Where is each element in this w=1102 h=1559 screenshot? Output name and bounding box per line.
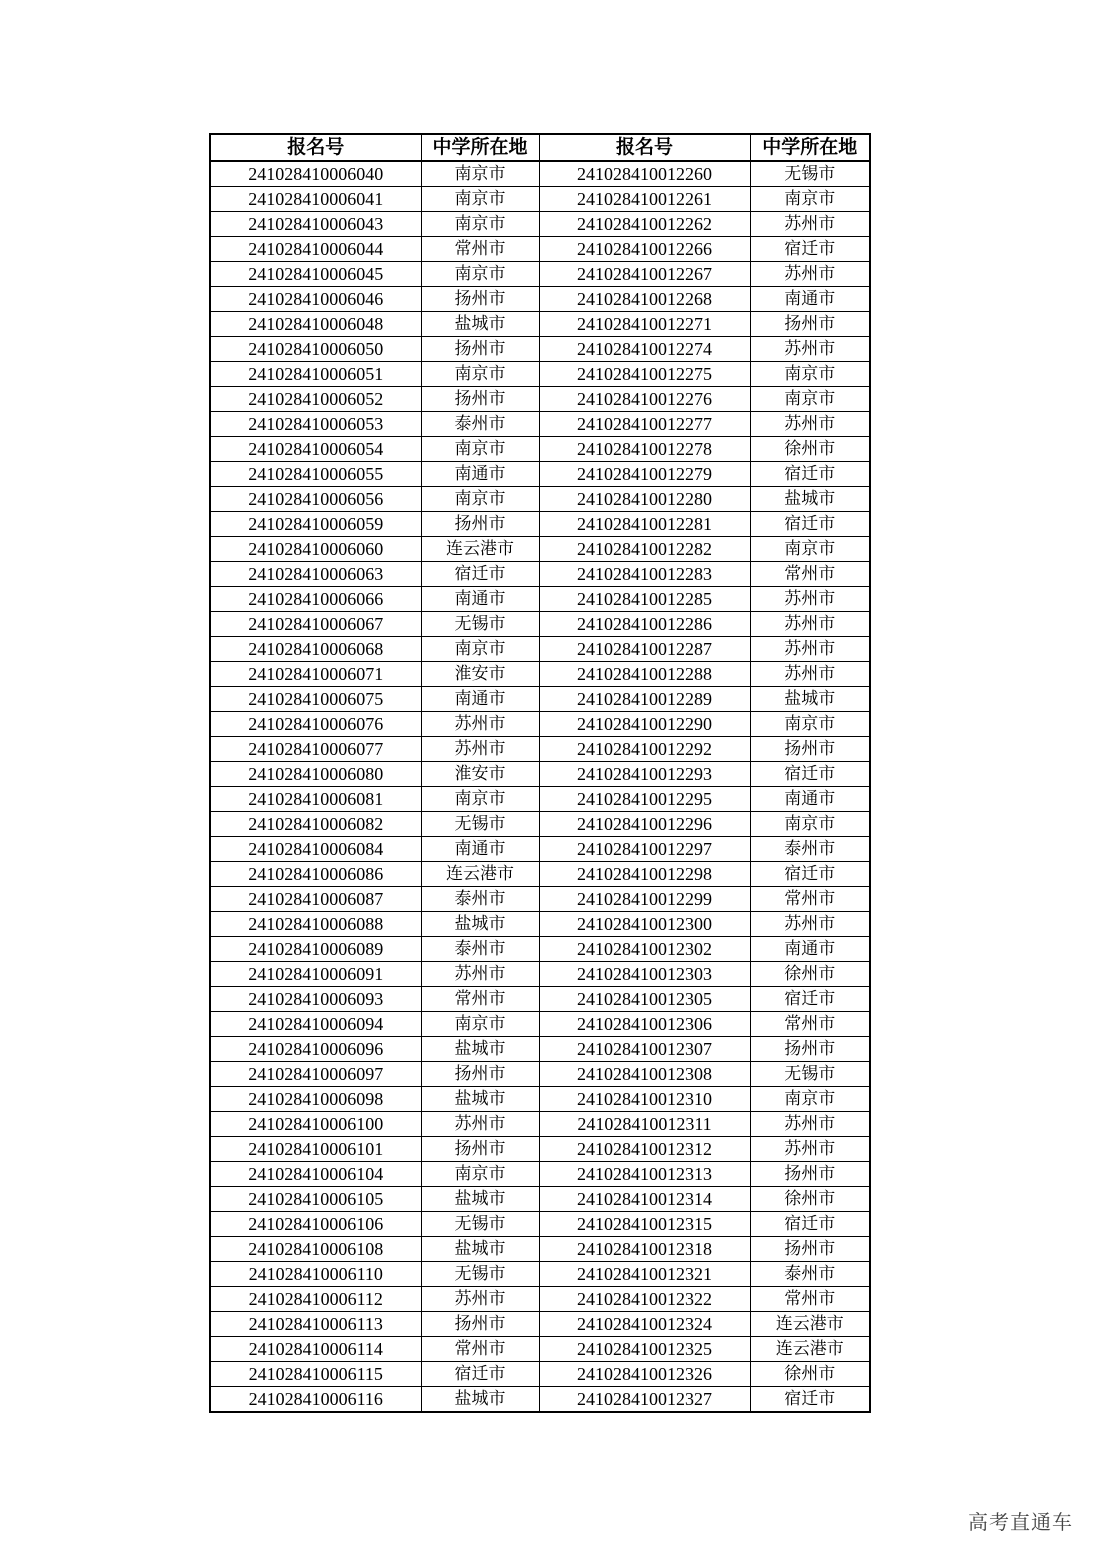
school-location-cell: 扬州市 xyxy=(421,1062,539,1087)
table-row xyxy=(210,537,870,562)
table-row xyxy=(210,212,870,237)
table-row xyxy=(210,887,870,912)
registration-number-cell: 241028410012303 xyxy=(539,962,750,987)
registration-number-cell: 241028410012279 xyxy=(539,462,750,487)
school-location-cell: 常州市 xyxy=(750,887,870,912)
school-location-cell: 南通市 xyxy=(421,687,539,712)
table-row xyxy=(210,687,870,712)
school-location-cell: 泰州市 xyxy=(750,1262,870,1287)
registration-number-cell: 241028410012302 xyxy=(539,937,750,962)
registration-number-cell: 241028410006115 xyxy=(210,1362,421,1387)
school-location-cell: 泰州市 xyxy=(421,412,539,437)
registration-number-cell: 241028410012271 xyxy=(539,312,750,337)
table-row xyxy=(210,562,870,587)
registration-number-cell: 241028410012282 xyxy=(539,537,750,562)
school-location-cell: 徐州市 xyxy=(750,1187,870,1212)
registration-number-cell: 241028410012325 xyxy=(539,1337,750,1362)
registration-number-cell: 241028410006063 xyxy=(210,562,421,587)
table-row xyxy=(210,487,870,512)
school-location-cell: 连云港市 xyxy=(750,1312,870,1337)
registration-number-cell: 241028410006045 xyxy=(210,262,421,287)
registration-number-cell: 241028410006055 xyxy=(210,462,421,487)
table-row xyxy=(210,1262,870,1287)
school-location-cell: 扬州市 xyxy=(421,512,539,537)
table-row xyxy=(210,862,870,887)
school-location-cell: 南通市 xyxy=(421,837,539,862)
school-location-cell: 扬州市 xyxy=(750,1037,870,1062)
registration-number-cell: 241028410006059 xyxy=(210,512,421,537)
table-row xyxy=(210,287,870,312)
table-row xyxy=(210,362,870,387)
registration-number-cell: 241028410006108 xyxy=(210,1237,421,1262)
registration-number-cell: 241028410006053 xyxy=(210,412,421,437)
school-location-cell: 盐城市 xyxy=(421,912,539,937)
table-row xyxy=(210,512,870,537)
table-row xyxy=(210,412,870,437)
table-row xyxy=(210,237,870,262)
school-location-cell: 南京市 xyxy=(750,537,870,562)
table-row xyxy=(210,962,870,987)
registration-number-cell: 241028410012313 xyxy=(539,1162,750,1187)
registration-number-cell: 241028410006091 xyxy=(210,962,421,987)
header-school-location-1: 中学所在地 xyxy=(421,134,539,161)
registration-number-cell: 241028410012260 xyxy=(539,161,750,187)
registration-number-cell: 241028410006112 xyxy=(210,1287,421,1312)
school-location-cell: 南京市 xyxy=(750,387,870,412)
table-row xyxy=(210,161,870,187)
registration-number-cell: 241028410012268 xyxy=(539,287,750,312)
school-location-cell: 连云港市 xyxy=(750,1337,870,1362)
school-location-cell: 宿迁市 xyxy=(750,512,870,537)
table-row xyxy=(210,662,870,687)
school-location-cell: 扬州市 xyxy=(421,287,539,312)
school-location-cell: 苏州市 xyxy=(421,712,539,737)
registration-number-cell: 241028410006096 xyxy=(210,1037,421,1062)
school-location-cell: 连云港市 xyxy=(421,537,539,562)
registration-number-cell: 241028410012285 xyxy=(539,587,750,612)
table-row xyxy=(210,837,870,862)
registration-number-cell: 241028410006071 xyxy=(210,662,421,687)
registration-number-cell: 241028410006113 xyxy=(210,1312,421,1337)
table-row xyxy=(210,587,870,612)
school-location-cell: 宿迁市 xyxy=(750,462,870,487)
registration-number-cell: 241028410012286 xyxy=(539,612,750,637)
school-location-cell: 徐州市 xyxy=(750,1362,870,1387)
school-location-cell: 盐城市 xyxy=(421,1387,539,1413)
school-location-cell: 盐城市 xyxy=(421,1237,539,1262)
school-location-cell: 南京市 xyxy=(421,262,539,287)
school-location-cell: 苏州市 xyxy=(750,662,870,687)
table-row xyxy=(210,1287,870,1312)
school-location-cell: 南京市 xyxy=(421,437,539,462)
school-location-cell: 无锡市 xyxy=(421,812,539,837)
school-location-cell: 扬州市 xyxy=(421,337,539,362)
table-row xyxy=(210,737,870,762)
school-location-cell: 扬州市 xyxy=(750,312,870,337)
registration-number-cell: 241028410006100 xyxy=(210,1112,421,1137)
school-location-cell: 南通市 xyxy=(421,587,539,612)
school-location-cell: 南通市 xyxy=(750,287,870,312)
registration-number-cell: 241028410012315 xyxy=(539,1212,750,1237)
table-row xyxy=(210,1387,870,1413)
school-location-cell: 宿迁市 xyxy=(750,762,870,787)
table-row xyxy=(210,1012,870,1037)
school-location-cell: 无锡市 xyxy=(421,1212,539,1237)
school-location-cell: 苏州市 xyxy=(421,962,539,987)
school-location-cell: 盐城市 xyxy=(421,312,539,337)
table-row xyxy=(210,337,870,362)
registration-number-cell: 241028410006097 xyxy=(210,1062,421,1087)
table-row xyxy=(210,462,870,487)
registration-number-cell: 241028410012322 xyxy=(539,1287,750,1312)
registration-number-cell: 241028410006046 xyxy=(210,287,421,312)
school-location-cell: 苏州市 xyxy=(750,1112,870,1137)
table-row xyxy=(210,1112,870,1137)
registration-number-cell: 241028410012327 xyxy=(539,1387,750,1413)
school-location-cell: 连云港市 xyxy=(421,862,539,887)
table-row xyxy=(210,712,870,737)
registration-number-cell: 241028410012310 xyxy=(539,1087,750,1112)
registration-number-cell: 241028410012318 xyxy=(539,1237,750,1262)
table-row xyxy=(210,612,870,637)
school-location-cell: 常州市 xyxy=(421,237,539,262)
school-location-cell: 南通市 xyxy=(421,462,539,487)
registration-number-cell: 241028410006050 xyxy=(210,337,421,362)
registration-number-cell: 241028410012280 xyxy=(539,487,750,512)
school-location-cell: 盐城市 xyxy=(421,1087,539,1112)
school-location-cell: 南京市 xyxy=(750,362,870,387)
table-body xyxy=(210,161,870,1412)
school-location-cell: 泰州市 xyxy=(421,937,539,962)
table-row xyxy=(210,1162,870,1187)
registration-number-cell: 241028410012277 xyxy=(539,412,750,437)
registration-table-container xyxy=(209,133,871,1413)
registration-number-cell: 241028410012267 xyxy=(539,262,750,287)
school-location-cell: 南通市 xyxy=(750,787,870,812)
registration-number-cell: 241028410006084 xyxy=(210,837,421,862)
school-location-cell: 苏州市 xyxy=(750,262,870,287)
school-location-cell: 南京市 xyxy=(421,1162,539,1187)
table-row xyxy=(210,387,870,412)
school-location-cell: 扬州市 xyxy=(750,1162,870,1187)
registration-number-cell: 241028410006086 xyxy=(210,862,421,887)
table-row xyxy=(210,787,870,812)
school-location-cell: 南京市 xyxy=(421,637,539,662)
school-location-cell: 南京市 xyxy=(421,362,539,387)
registration-number-cell: 241028410012290 xyxy=(539,712,750,737)
registration-number-cell: 241028410006087 xyxy=(210,887,421,912)
registration-number-cell: 241028410006054 xyxy=(210,437,421,462)
school-location-cell: 徐州市 xyxy=(750,437,870,462)
school-location-cell: 宿迁市 xyxy=(750,1212,870,1237)
registration-number-cell: 241028410006080 xyxy=(210,762,421,787)
registration-number-cell: 241028410006051 xyxy=(210,362,421,387)
school-location-cell: 南京市 xyxy=(750,187,870,212)
registration-number-cell: 241028410012311 xyxy=(539,1112,750,1137)
school-location-cell: 南京市 xyxy=(750,1087,870,1112)
school-location-cell: 苏州市 xyxy=(750,412,870,437)
registration-number-cell: 241028410006060 xyxy=(210,537,421,562)
table-row xyxy=(210,1312,870,1337)
school-location-cell: 无锡市 xyxy=(421,612,539,637)
registration-number-cell: 241028410012295 xyxy=(539,787,750,812)
registration-number-cell: 241028410006076 xyxy=(210,712,421,737)
school-location-cell: 苏州市 xyxy=(750,337,870,362)
registration-number-cell: 241028410012275 xyxy=(539,362,750,387)
registration-number-cell: 241028410006041 xyxy=(210,187,421,212)
registration-number-cell: 241028410012314 xyxy=(539,1187,750,1212)
registration-number-cell: 241028410012266 xyxy=(539,237,750,262)
registration-number-cell: 241028410012300 xyxy=(539,912,750,937)
table-row xyxy=(210,912,870,937)
registration-number-cell: 241028410006106 xyxy=(210,1212,421,1237)
registration-number-cell: 241028410006052 xyxy=(210,387,421,412)
registration-number-cell: 241028410012274 xyxy=(539,337,750,362)
school-location-cell: 南京市 xyxy=(421,1012,539,1037)
school-location-cell: 南京市 xyxy=(750,712,870,737)
school-location-cell: 苏州市 xyxy=(750,912,870,937)
school-location-cell: 常州市 xyxy=(750,562,870,587)
school-location-cell: 淮安市 xyxy=(421,662,539,687)
registration-number-cell: 241028410012307 xyxy=(539,1037,750,1062)
registration-number-cell: 241028410012299 xyxy=(539,887,750,912)
school-location-cell: 盐城市 xyxy=(750,687,870,712)
table-row xyxy=(210,1337,870,1362)
registration-number-cell: 241028410012306 xyxy=(539,1012,750,1037)
table-row xyxy=(210,1362,870,1387)
school-location-cell: 苏州市 xyxy=(421,1287,539,1312)
table-row xyxy=(210,812,870,837)
table-row xyxy=(210,262,870,287)
table-row xyxy=(210,1137,870,1162)
registration-number-cell: 241028410006094 xyxy=(210,1012,421,1037)
table-row xyxy=(210,1062,870,1087)
table-row xyxy=(210,1187,870,1212)
registration-number-cell: 241028410012326 xyxy=(539,1362,750,1387)
table-row xyxy=(210,637,870,662)
school-location-cell: 徐州市 xyxy=(750,962,870,987)
school-location-cell: 盐城市 xyxy=(750,487,870,512)
table-header-row xyxy=(210,134,870,161)
registration-number-cell: 241028410006067 xyxy=(210,612,421,637)
school-location-cell: 南京市 xyxy=(421,787,539,812)
table-row xyxy=(210,762,870,787)
school-location-cell: 泰州市 xyxy=(421,887,539,912)
registration-table xyxy=(209,133,871,1413)
school-location-cell: 苏州市 xyxy=(421,737,539,762)
school-location-cell: 宿迁市 xyxy=(750,862,870,887)
table-row xyxy=(210,1237,870,1262)
registration-number-cell: 241028410006116 xyxy=(210,1387,421,1413)
registration-number-cell: 241028410006077 xyxy=(210,737,421,762)
registration-number-cell: 241028410006105 xyxy=(210,1187,421,1212)
school-location-cell: 扬州市 xyxy=(421,387,539,412)
school-location-cell: 南京市 xyxy=(421,187,539,212)
registration-number-cell: 241028410006068 xyxy=(210,637,421,662)
registration-number-cell: 241028410012324 xyxy=(539,1312,750,1337)
table-row xyxy=(210,1037,870,1062)
registration-number-cell: 241028410012283 xyxy=(539,562,750,587)
school-location-cell: 泰州市 xyxy=(750,837,870,862)
registration-number-cell: 241028410012305 xyxy=(539,987,750,1012)
table-row xyxy=(210,312,870,337)
school-location-cell: 南京市 xyxy=(421,212,539,237)
registration-number-cell: 241028410006093 xyxy=(210,987,421,1012)
school-location-cell: 扬州市 xyxy=(421,1137,539,1162)
registration-number-cell: 241028410006082 xyxy=(210,812,421,837)
registration-number-cell: 241028410006040 xyxy=(210,161,421,187)
registration-number-cell: 241028410006101 xyxy=(210,1137,421,1162)
school-location-cell: 盐城市 xyxy=(421,1187,539,1212)
registration-number-cell: 241028410012312 xyxy=(539,1137,750,1162)
table-row xyxy=(210,987,870,1012)
school-location-cell: 苏州市 xyxy=(750,1137,870,1162)
school-location-cell: 盐城市 xyxy=(421,1037,539,1062)
registration-number-cell: 241028410006043 xyxy=(210,212,421,237)
school-location-cell: 苏州市 xyxy=(750,212,870,237)
registration-number-cell: 241028410012293 xyxy=(539,762,750,787)
registration-number-cell: 241028410006110 xyxy=(210,1262,421,1287)
school-location-cell: 苏州市 xyxy=(750,587,870,612)
registration-number-cell: 241028410012308 xyxy=(539,1062,750,1087)
registration-number-cell: 241028410012298 xyxy=(539,862,750,887)
school-location-cell: 常州市 xyxy=(421,987,539,1012)
registration-number-cell: 241028410006048 xyxy=(210,312,421,337)
school-location-cell: 宿迁市 xyxy=(750,987,870,1012)
school-location-cell: 无锡市 xyxy=(421,1262,539,1287)
table-row xyxy=(210,1087,870,1112)
watermark: 高考直通车 xyxy=(968,1510,1073,1534)
registration-number-cell: 241028410006089 xyxy=(210,937,421,962)
registration-number-cell: 241028410006114 xyxy=(210,1337,421,1362)
school-location-cell: 宿迁市 xyxy=(421,562,539,587)
school-location-cell: 淮安市 xyxy=(421,762,539,787)
registration-number-cell: 241028410006044 xyxy=(210,237,421,262)
header-registration-number-2: 报名号 xyxy=(539,134,750,161)
registration-number-cell: 241028410006104 xyxy=(210,1162,421,1187)
registration-number-cell: 241028410006098 xyxy=(210,1087,421,1112)
table-row xyxy=(210,937,870,962)
table-row xyxy=(210,187,870,212)
school-location-cell: 宿迁市 xyxy=(750,237,870,262)
school-location-cell: 常州市 xyxy=(750,1012,870,1037)
school-location-cell: 苏州市 xyxy=(750,612,870,637)
school-location-cell: 苏州市 xyxy=(750,637,870,662)
registration-number-cell: 241028410012261 xyxy=(539,187,750,212)
registration-number-cell: 241028410012276 xyxy=(539,387,750,412)
school-location-cell: 无锡市 xyxy=(750,161,870,187)
table-row xyxy=(210,1212,870,1237)
table-row xyxy=(210,437,870,462)
registration-number-cell: 241028410006088 xyxy=(210,912,421,937)
registration-number-cell: 241028410012292 xyxy=(539,737,750,762)
school-location-cell: 常州市 xyxy=(421,1337,539,1362)
school-location-cell: 南京市 xyxy=(750,812,870,837)
header-registration-number-1: 报名号 xyxy=(210,134,421,161)
registration-number-cell: 241028410006056 xyxy=(210,487,421,512)
registration-number-cell: 241028410006081 xyxy=(210,787,421,812)
registration-number-cell: 241028410012297 xyxy=(539,837,750,862)
registration-number-cell: 241028410006075 xyxy=(210,687,421,712)
school-location-cell: 南京市 xyxy=(421,161,539,187)
school-location-cell: 苏州市 xyxy=(421,1112,539,1137)
school-location-cell: 扬州市 xyxy=(421,1312,539,1337)
school-location-cell: 扬州市 xyxy=(750,737,870,762)
school-location-cell: 南京市 xyxy=(421,487,539,512)
registration-number-cell: 241028410012278 xyxy=(539,437,750,462)
registration-number-cell: 241028410012321 xyxy=(539,1262,750,1287)
school-location-cell: 宿迁市 xyxy=(750,1387,870,1413)
registration-number-cell: 241028410006066 xyxy=(210,587,421,612)
school-location-cell: 无锡市 xyxy=(750,1062,870,1087)
school-location-cell: 南通市 xyxy=(750,937,870,962)
registration-number-cell: 241028410012262 xyxy=(539,212,750,237)
registration-number-cell: 241028410012288 xyxy=(539,662,750,687)
school-location-cell: 扬州市 xyxy=(750,1237,870,1262)
registration-number-cell: 241028410012287 xyxy=(539,637,750,662)
header-school-location-2: 中学所在地 xyxy=(750,134,870,161)
school-location-cell: 宿迁市 xyxy=(421,1362,539,1387)
registration-number-cell: 241028410012289 xyxy=(539,687,750,712)
registration-number-cell: 241028410012296 xyxy=(539,812,750,837)
registration-number-cell: 241028410012281 xyxy=(539,512,750,537)
school-location-cell: 常州市 xyxy=(750,1287,870,1312)
